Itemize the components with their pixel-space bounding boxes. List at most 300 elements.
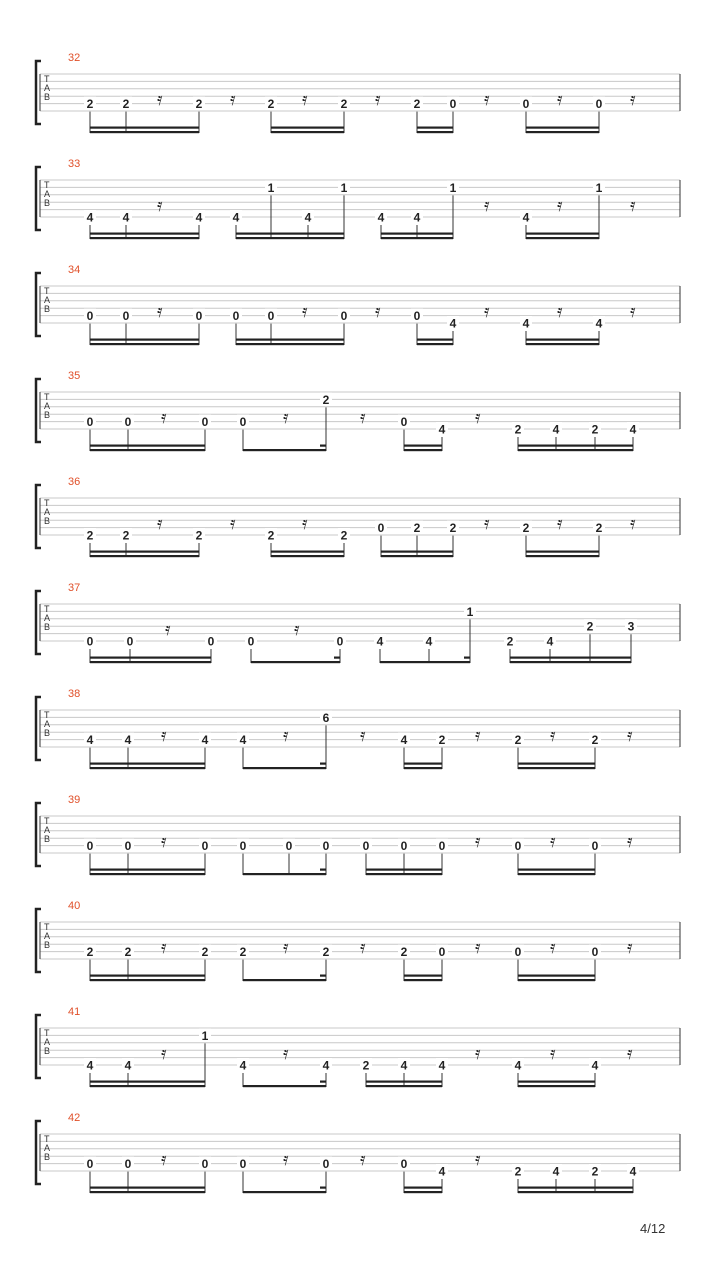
fret-number: 2	[514, 1164, 522, 1179]
rest-symbol: 𝄿	[484, 195, 490, 216]
beam-hook	[320, 1081, 326, 1083]
measure-number: 42	[68, 1112, 81, 1124]
fret-number: 0	[413, 309, 421, 324]
beam	[526, 131, 599, 133]
tab-clef-letter: A	[44, 613, 51, 623]
fret-number: 4	[86, 210, 94, 225]
beam-secondary	[518, 763, 595, 765]
fret-number: 0	[438, 839, 446, 854]
measure-number: 37	[68, 582, 81, 594]
rest-symbol: 𝄿	[375, 301, 381, 322]
rest-symbol: 𝄿	[161, 937, 167, 958]
beam-secondary	[366, 869, 442, 871]
beam	[518, 1085, 595, 1087]
rest-symbol: 𝄿	[230, 513, 236, 534]
beam	[381, 555, 453, 557]
fret-number: 1	[201, 1028, 209, 1043]
rest-symbol: 𝄿	[283, 725, 289, 746]
fret-number: 0	[438, 945, 446, 960]
tab-system	[36, 52, 680, 133]
fret-number: 2	[267, 97, 275, 112]
tab-clef-letter: T	[44, 1134, 50, 1144]
fret-number: 0	[591, 945, 599, 960]
measure-number: 40	[68, 900, 81, 912]
rest-symbol: 𝄿	[550, 725, 556, 746]
fret-number: 4	[201, 733, 209, 748]
beam-hook	[334, 657, 340, 659]
beam-hook	[320, 445, 326, 447]
beam-secondary	[518, 1187, 633, 1189]
fret-number: 2	[239, 945, 247, 960]
tab-clef-letter: B	[44, 1046, 51, 1056]
tab-clef-letter: A	[44, 931, 51, 941]
tab-system	[36, 476, 680, 557]
beam	[404, 979, 442, 981]
fret-number: 0	[514, 945, 522, 960]
tab-clef-letter: B	[44, 834, 51, 844]
tab-clef-letter: T	[44, 392, 50, 402]
measure-number: 39	[68, 794, 81, 806]
tab-system	[36, 794, 680, 875]
fret-number: 4	[239, 733, 247, 748]
beam-hook	[320, 1187, 326, 1189]
tab-clef-letter: A	[44, 83, 51, 93]
beam-secondary	[90, 657, 211, 659]
beam	[90, 873, 205, 875]
beam	[243, 767, 326, 769]
tab-clef-letter: A	[44, 295, 51, 305]
fret-number: 0	[124, 839, 132, 854]
rest-symbol: 𝄿	[283, 937, 289, 958]
rest-symbol: 𝄿	[484, 301, 490, 322]
fret-number: 0	[86, 415, 94, 430]
beam-hook	[320, 869, 326, 871]
beam	[90, 343, 199, 345]
rest-symbol: 𝄿	[161, 1043, 167, 1064]
rest-symbol: 𝄿	[627, 937, 633, 958]
rest-symbol: 𝄿	[557, 195, 563, 216]
beam-secondary	[90, 551, 199, 553]
fret-number: 2	[122, 97, 130, 112]
measure-number: 33	[68, 158, 81, 170]
tab-clef-letter: A	[44, 1037, 51, 1047]
tab-system	[36, 688, 680, 769]
beam	[518, 1191, 633, 1193]
tab-clef-letter: T	[44, 498, 50, 508]
beam-secondary	[236, 233, 344, 235]
rest-symbol: 𝄿	[360, 725, 366, 746]
fret-number: 0	[239, 1157, 247, 1172]
fret-number: 4	[304, 210, 312, 225]
rest-symbol: 𝄿	[630, 513, 636, 534]
beam	[518, 873, 595, 875]
rest-symbol: 𝄿	[630, 301, 636, 322]
beam-secondary	[90, 127, 199, 129]
beam	[518, 449, 633, 451]
fret-number: 1	[267, 180, 275, 195]
tab-system	[36, 370, 680, 451]
rest-symbol: 𝄿	[630, 89, 636, 110]
fret-number: 4	[124, 733, 132, 748]
rest-symbol: 𝄿	[627, 831, 633, 852]
fret-number: 0	[267, 309, 275, 324]
fret-number: 1	[340, 180, 348, 195]
fret-number: 2	[201, 945, 209, 960]
tab-clef-letter: T	[44, 922, 50, 932]
fret-number: 0	[195, 309, 203, 324]
fret-number: 4	[552, 422, 560, 437]
tab-clef-letter: B	[44, 940, 51, 950]
measure-number: 35	[68, 370, 81, 382]
fret-number: 2	[591, 1164, 599, 1179]
beam	[243, 449, 326, 451]
fret-number: 1	[449, 180, 457, 195]
fret-number: 2	[267, 528, 275, 543]
tab-clef-letter: A	[44, 1143, 51, 1153]
rest-symbol: 𝄿	[484, 513, 490, 534]
fret-number: 4	[595, 316, 603, 331]
beam	[251, 661, 340, 663]
beam-secondary	[404, 1187, 442, 1189]
fret-number: 0	[126, 634, 134, 649]
tab-clef-letter: A	[44, 401, 51, 411]
fret-number: 4	[449, 316, 457, 331]
fret-number: 2	[322, 945, 330, 960]
fret-number: 4	[522, 316, 530, 331]
fret-number: 2	[362, 1058, 370, 1073]
fret-number: 4	[400, 733, 408, 748]
rest-symbol: 𝄿	[475, 725, 481, 746]
rest-symbol: 𝄿	[157, 301, 163, 322]
rest-symbol: 𝄿	[360, 407, 366, 428]
tab-system	[36, 582, 680, 663]
fret-number: 0	[400, 415, 408, 430]
fret-number: 2	[506, 634, 514, 649]
rest-symbol: 𝄿	[230, 89, 236, 110]
rest-symbol: 𝄿	[475, 1149, 481, 1170]
beam	[243, 1191, 326, 1193]
beam-secondary	[90, 1187, 205, 1189]
fret-number: 4	[232, 210, 240, 225]
fret-number: 0	[340, 309, 348, 324]
fret-number: 0	[239, 415, 247, 430]
beam	[417, 131, 453, 133]
fret-number: 2	[340, 528, 348, 543]
fret-number: 0	[400, 1157, 408, 1172]
rest-symbol: 𝄿	[550, 831, 556, 852]
beam-secondary	[404, 445, 442, 447]
tab-system	[36, 264, 680, 345]
rest-symbol: 𝄿	[360, 1149, 366, 1170]
fret-number: 4	[438, 422, 446, 437]
tab-clef-letter: A	[44, 719, 51, 729]
tab-system	[36, 158, 680, 239]
fret-number: 4	[413, 210, 421, 225]
beam	[366, 1085, 442, 1087]
rest-symbol: 𝄿	[550, 937, 556, 958]
beam	[526, 343, 599, 345]
fret-number: 0	[522, 97, 530, 112]
rest-symbol: 𝄿	[161, 407, 167, 428]
fret-number: 0	[400, 839, 408, 854]
fret-number: 2	[195, 528, 203, 543]
tab-clef-letter: T	[44, 74, 50, 84]
fret-number: 4	[86, 733, 94, 748]
fret-number: 2	[340, 97, 348, 112]
fret-number: 4	[546, 634, 554, 649]
measure-number: 32	[68, 52, 81, 64]
fret-number: 2	[322, 392, 330, 407]
rest-symbol: 𝄿	[157, 89, 163, 110]
fret-number: 0	[322, 1157, 330, 1172]
beam-secondary	[526, 339, 599, 341]
fret-number: 2	[438, 733, 446, 748]
fret-number: 0	[377, 521, 385, 536]
beam-secondary	[518, 869, 595, 871]
fret-number: 0	[86, 634, 94, 649]
tab-clef-letter: B	[44, 304, 51, 314]
fret-number: 0	[207, 634, 215, 649]
fret-number: 0	[201, 1157, 209, 1172]
fret-number: 4	[239, 1058, 247, 1073]
fret-number: 4	[514, 1058, 522, 1073]
rest-symbol: 𝄿	[557, 301, 563, 322]
rest-symbol: 𝄿	[475, 831, 481, 852]
beam	[90, 449, 205, 451]
fret-number: 4	[376, 634, 384, 649]
tab-clef-letter: T	[44, 1028, 50, 1038]
tab-system	[36, 1006, 680, 1087]
fret-number: 0	[449, 97, 457, 112]
beam	[381, 237, 453, 239]
measure-number: 34	[68, 264, 81, 276]
beam	[510, 661, 631, 663]
fret-number: 2	[514, 733, 522, 748]
beam	[380, 661, 470, 663]
beam	[404, 449, 442, 451]
beam	[90, 767, 205, 769]
tab-clef-letter: T	[44, 180, 50, 190]
fret-number: 6	[322, 710, 330, 725]
rest-symbol: 𝄿	[283, 1149, 289, 1170]
measure-number: 38	[68, 688, 81, 700]
tab-clef-letter: T	[44, 286, 50, 296]
rest-symbol: 𝄿	[157, 195, 163, 216]
fret-number: 2	[591, 733, 599, 748]
rest-symbol: 𝄿	[161, 1149, 167, 1170]
beam	[236, 237, 344, 239]
rest-symbol: 𝄿	[475, 407, 481, 428]
beam	[518, 979, 595, 981]
fret-number: 0	[595, 97, 603, 112]
tab-clef-letter: A	[44, 189, 51, 199]
rest-symbol: 𝄿	[302, 301, 308, 322]
beam-secondary	[404, 763, 442, 765]
beam-hook	[320, 975, 326, 977]
fret-number: 2	[86, 945, 94, 960]
fret-number: 4	[522, 210, 530, 225]
fret-number: 2	[522, 521, 530, 536]
rest-symbol: 𝄿	[161, 725, 167, 746]
fret-number: 0	[362, 839, 370, 854]
beam-secondary	[90, 1081, 205, 1083]
tab-clef-letter: B	[44, 728, 51, 738]
measure-number: 41	[68, 1006, 81, 1018]
fret-number: 2	[86, 97, 94, 112]
beam	[526, 555, 599, 557]
rest-symbol: 𝄿	[627, 725, 633, 746]
beam-secondary	[404, 975, 442, 977]
fret-number: 4	[629, 1164, 637, 1179]
beam-secondary	[90, 445, 205, 447]
beam-secondary	[518, 445, 633, 447]
beam-secondary	[417, 127, 453, 129]
fret-number: 4	[122, 210, 130, 225]
rest-symbol: 𝄿	[557, 89, 563, 110]
fret-number: 1	[466, 604, 474, 619]
beam-secondary	[90, 975, 205, 977]
rest-symbol: 𝄿	[157, 513, 163, 534]
beam-secondary	[381, 233, 453, 235]
rest-symbol: 𝄿	[627, 1043, 633, 1064]
beam	[526, 237, 599, 239]
tab-clef-letter: B	[44, 516, 51, 526]
fret-number: 2	[413, 521, 421, 536]
beam	[243, 873, 326, 875]
fret-number: 2	[86, 528, 94, 543]
rest-symbol: 𝄿	[294, 619, 300, 640]
beam-secondary	[90, 339, 199, 341]
fret-number: 4	[591, 1058, 599, 1073]
fret-number: 0	[122, 309, 130, 324]
fret-number: 4	[86, 1058, 94, 1073]
fret-number: 0	[514, 839, 522, 854]
beam-secondary	[90, 233, 199, 235]
fret-number: 0	[201, 839, 209, 854]
fret-number: 4	[400, 1058, 408, 1073]
page-number: 4/12	[640, 1221, 666, 1236]
fret-number: 3	[627, 619, 635, 634]
fret-number: 2	[400, 945, 408, 960]
measure-number: 36	[68, 476, 81, 488]
fret-number: 0	[86, 1157, 94, 1172]
fret-number: 4	[322, 1058, 330, 1073]
rest-symbol: 𝄿	[161, 831, 167, 852]
fret-number: 2	[595, 521, 603, 536]
fret-number: 4	[124, 1058, 132, 1073]
beam-secondary	[271, 127, 344, 129]
beam-secondary	[236, 339, 344, 341]
beam	[90, 1085, 205, 1087]
beam-secondary	[518, 1081, 595, 1083]
rest-symbol: 𝄿	[484, 89, 490, 110]
tab-system	[36, 1112, 680, 1193]
beam	[404, 1191, 442, 1193]
beam-secondary	[381, 551, 453, 553]
fret-number: 2	[514, 422, 522, 437]
beam-secondary	[526, 233, 599, 235]
rest-symbol: 𝄿	[475, 1043, 481, 1064]
beam	[417, 343, 453, 345]
rest-symbol: 𝄿	[630, 195, 636, 216]
beam-secondary	[518, 975, 595, 977]
tab-clef-letter: B	[44, 410, 51, 420]
beam	[243, 979, 326, 981]
tab-clef-letter: B	[44, 1152, 51, 1162]
tab-system	[36, 900, 680, 981]
rest-symbol: 𝄿	[475, 937, 481, 958]
fret-number: 0	[336, 634, 344, 649]
beam	[90, 979, 205, 981]
fret-number: 0	[232, 309, 240, 324]
tab-clef-letter: A	[44, 507, 51, 517]
rest-symbol: 𝄿	[165, 619, 171, 640]
fret-number: 4	[377, 210, 385, 225]
fret-number: 0	[285, 839, 293, 854]
fret-number: 0	[124, 1157, 132, 1172]
fret-number: 0	[124, 415, 132, 430]
rest-symbol: 𝄿	[360, 937, 366, 958]
fret-number: 0	[591, 839, 599, 854]
beam	[90, 237, 199, 239]
beam-secondary	[366, 1081, 442, 1083]
beam	[404, 767, 442, 769]
fret-number: 0	[247, 634, 255, 649]
beam	[90, 1191, 205, 1193]
tab-clef-letter: B	[44, 622, 51, 632]
fret-number: 4	[438, 1058, 446, 1073]
rest-symbol: 𝄿	[283, 1043, 289, 1064]
beam-secondary	[526, 127, 599, 129]
beam	[236, 343, 344, 345]
fret-number: 0	[239, 839, 247, 854]
rest-symbol: 𝄿	[375, 89, 381, 110]
beam	[90, 661, 211, 663]
fret-number: 0	[322, 839, 330, 854]
beam	[90, 555, 199, 557]
beam-secondary	[271, 551, 344, 553]
beam	[90, 131, 199, 133]
beam-hook	[320, 763, 326, 765]
rest-symbol: 𝄿	[302, 513, 308, 534]
fret-number: 2	[449, 521, 457, 536]
fret-number: 2	[586, 619, 594, 634]
fret-number: 4	[552, 1164, 560, 1179]
tab-clef-letter: B	[44, 92, 51, 102]
tab-clef-letter: A	[44, 825, 51, 835]
fret-number: 2	[413, 97, 421, 112]
beam-secondary	[526, 551, 599, 553]
beam-secondary	[90, 763, 205, 765]
beam	[366, 873, 442, 875]
fret-number: 1	[595, 180, 603, 195]
fret-number: 2	[124, 945, 132, 960]
fret-number: 0	[201, 415, 209, 430]
fret-number: 2	[591, 422, 599, 437]
fret-number: 4	[438, 1164, 446, 1179]
beam-secondary	[417, 339, 453, 341]
tab-clef-letter: T	[44, 604, 50, 614]
rest-symbol: 𝄿	[550, 1043, 556, 1064]
rest-symbol: 𝄿	[283, 407, 289, 428]
beam	[243, 1085, 326, 1087]
fret-number: 2	[122, 528, 130, 543]
beam-secondary	[510, 657, 631, 659]
rest-symbol: 𝄿	[557, 513, 563, 534]
fret-number: 4	[425, 634, 433, 649]
tab-clef-letter: T	[44, 710, 50, 720]
fret-number: 0	[86, 839, 94, 854]
